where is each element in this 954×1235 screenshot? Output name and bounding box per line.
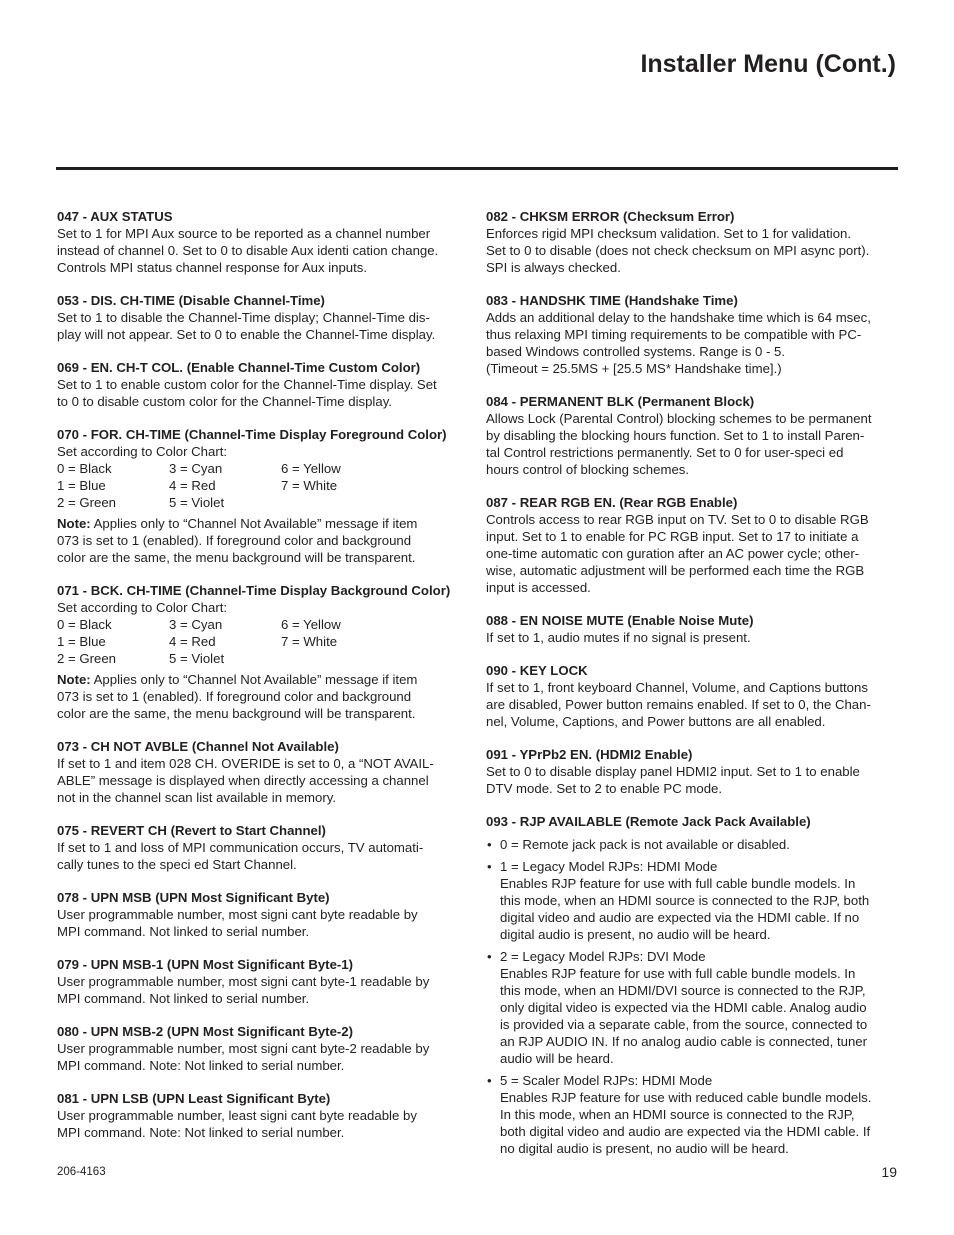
menu-entry xyxy=(57,956,472,1007)
entry-body xyxy=(486,836,901,1157)
note-line xyxy=(57,515,472,532)
entry-line: (Timeout = 25.5MS + [25.5 MS* Handshake time].) xyxy=(486,361,782,376)
note-line xyxy=(57,705,472,722)
menu-entry xyxy=(486,494,901,596)
color-chart-cell: 7 = White xyxy=(281,634,338,649)
color-chart-cell: 6 = Yellow xyxy=(281,617,341,632)
menu-entry xyxy=(57,822,472,873)
entry-line: not in the channel scan list available in memory. xyxy=(57,790,337,805)
entry-title: 082 - CHKSM ERROR (Checksum Error) xyxy=(486,209,735,224)
menu-entry xyxy=(57,582,472,722)
entry-title: 073 - CH NOT AVBLE (Channel Not Available) xyxy=(57,739,339,754)
menu-entry xyxy=(486,662,901,730)
entry-title: 083 - HANDSHK TIME (Handshake Time) xyxy=(486,293,738,308)
color-chart-row xyxy=(57,633,472,650)
menu-entry xyxy=(57,292,472,343)
entry-title: 069 - EN. CH-T COL. (Enable Channel-Time Custom Color) xyxy=(57,360,421,375)
entry-line: based Windows controlled systems. Range is 0 - 5. xyxy=(486,344,786,359)
entry-title: 091 - YPrPb2 EN. (HDMI2 Enable) xyxy=(486,747,693,762)
entry-line: to 0 to disable custom color for the Channel-Time display. xyxy=(57,394,392,409)
entry-line: one-time automatic con guration after an AC power cycle; other- xyxy=(486,546,860,561)
entry-line: If set to 1 and item 028 CH. OVERIDE is set to 0, a “NOT AVAIL- xyxy=(57,756,434,771)
entry-title: 087 - REAR RGB EN. (Rear RGB Enable) xyxy=(486,495,738,510)
entry-line: Set according to Color Chart: xyxy=(57,600,228,615)
bullet-line: In this mode, when an HDMI source is connected to the RJP, xyxy=(500,1107,855,1122)
entry-line: ABLE” message is displayed when directly accessing a channel xyxy=(57,773,429,788)
entry-line: Controls access to rear RGB input on TV. Set to 0 to disable RGB xyxy=(486,512,869,527)
entry-line: instead of channel 0. Set to 0 to disable Aux identi cation change. xyxy=(57,243,439,258)
color-chart xyxy=(57,460,472,511)
entry-line: User programmable number, most signi cant byte-1 readable by xyxy=(57,974,430,989)
menu-entry xyxy=(57,426,472,566)
note-label: Note: xyxy=(57,672,91,687)
color-chart-cell: 4 = Red xyxy=(169,634,216,649)
bullet-list xyxy=(486,836,901,1157)
entry-line: User programmable number, most signi cant byte-2 readable by xyxy=(57,1041,430,1056)
menu-entry xyxy=(57,359,472,410)
color-chart-cell xyxy=(281,494,393,511)
menu-entry xyxy=(486,393,901,478)
bullet-line: this mode, when an HDMI/DVI source is connected to the RJP, xyxy=(500,983,866,998)
note-text: 073 is set to 1 (enabled). If foreground color and background xyxy=(57,689,412,704)
bullet-line: digital audio is present, no audio will be heard. xyxy=(500,927,771,942)
entry-body xyxy=(57,906,472,940)
entry-body xyxy=(57,599,472,722)
color-chart-cell: 0 = Black xyxy=(57,617,112,632)
entry-body xyxy=(486,629,901,646)
menu-entry xyxy=(486,813,901,1157)
color-chart-cell: 5 = Violet xyxy=(169,495,225,510)
entry-line: tal Control restrictions permanently. Set to 0 for user-speci ed xyxy=(486,445,844,460)
bullet-line: Enables RJP feature for use with full cable bundle models. In xyxy=(500,876,856,891)
menu-entry xyxy=(486,612,901,646)
entry-title: 084 - PERMANENT BLK (Permanent Block) xyxy=(486,394,755,409)
color-chart-cell: 4 = Red xyxy=(169,478,216,493)
entry-line: Allows Lock (Parental Control) blocking schemes to be permanent xyxy=(486,411,872,426)
entry-line: are disabled, Power button remains enabled. If set to 0, the Chan- xyxy=(486,697,871,712)
color-chart-cell: 2 = Green xyxy=(57,495,117,510)
color-chart-cell: 1 = Blue xyxy=(57,634,106,649)
entry-title: 080 - UPN MSB-2 (UPN Most Significant Byte-2) xyxy=(57,1024,354,1039)
color-chart-cell: 5 = Violet xyxy=(169,651,225,666)
color-chart-row xyxy=(57,650,472,667)
bullet-line: is provided via a separate cable, from the source, connected to xyxy=(500,1017,868,1032)
entry-line: nel, Volume, Captions, and Power buttons are all enabled. xyxy=(486,714,826,729)
entry-line: cally tunes to the speci ed Start Channel. xyxy=(57,857,297,872)
menu-entry xyxy=(57,208,472,276)
bullet-line: this mode, when an HDMI source is connected to the RJP, both xyxy=(500,893,870,908)
entry-line: If set to 1, audio mutes if no signal is present. xyxy=(486,630,751,645)
note-line xyxy=(57,549,472,566)
bullet-icon: • xyxy=(487,949,492,964)
left-column xyxy=(57,208,472,1157)
entry-body xyxy=(57,443,472,566)
entry-line: MPI command. Note: Not linked to serial number. xyxy=(57,1125,345,1140)
header-divider xyxy=(56,167,898,170)
entry-line: Set to 1 to enable custom color for the Channel-Time display. Set xyxy=(57,377,437,392)
entry-line: Set to 1 for MPI Aux source to be reported as a channel number xyxy=(57,226,431,241)
page-title: Installer Menu (Cont.) xyxy=(640,50,896,78)
entry-body xyxy=(57,755,472,806)
entry-note xyxy=(57,515,472,566)
note-text: Applies only to “Channel Not Available” message if item xyxy=(90,516,418,531)
bullet-line: no digital audio is present, no audio will be heard. xyxy=(500,1141,789,1156)
entry-body xyxy=(57,1040,472,1074)
entry-line: If set to 1 and loss of MPI communication occurs, TV automati- xyxy=(57,840,424,855)
page-number: 19 xyxy=(881,1164,897,1180)
bullet-icon: • xyxy=(487,1073,492,1088)
note-label: Note: xyxy=(57,516,91,531)
entry-title: 053 - DIS. CH-TIME (Disable Channel-Time) xyxy=(57,293,325,308)
document-number: 206-4163 xyxy=(57,1166,106,1178)
entry-line: input. Set to 1 to enable for PC RGB input. Set to 17 to initiate a xyxy=(486,529,859,544)
color-chart-row xyxy=(57,460,472,477)
bullet-line: 5 = Scaler Model RJPs: HDMI Mode xyxy=(500,1073,713,1088)
bullet-item xyxy=(486,858,901,943)
color-chart xyxy=(57,616,472,667)
entry-line: If set to 1, front keyboard Channel, Volume, and Captions buttons xyxy=(486,680,868,695)
menu-entry xyxy=(57,1023,472,1074)
color-chart-cell xyxy=(281,650,393,667)
entry-body xyxy=(57,839,472,873)
entry-line: Enforces rigid MPI checksum validation. Set to 1 for validation. xyxy=(486,226,852,241)
color-chart-cell: 2 = Green xyxy=(57,651,117,666)
entry-body xyxy=(486,679,901,730)
bullet-icon: • xyxy=(487,837,492,852)
entry-title: 047 - AUX STATUS xyxy=(57,209,173,224)
bullet-line: Enables RJP feature for use with reduced cable bundle models. xyxy=(500,1090,872,1105)
entry-body xyxy=(486,763,901,797)
entry-line: User programmable number, most signi cant byte readable by xyxy=(57,907,418,922)
menu-entry xyxy=(486,208,901,276)
entry-line: Set to 0 to disable (does not check checksum on MPI async port). xyxy=(486,243,870,258)
menu-entry xyxy=(486,746,901,797)
entry-title: 078 - UPN MSB (UPN Most Significant Byte) xyxy=(57,890,330,905)
bullet-line: both digital video and audio are expected via the HDMI cable. If xyxy=(500,1124,871,1139)
bullet-line: Enables RJP feature for use with full cable bundle models. In xyxy=(500,966,856,981)
entry-title: 081 - UPN LSB (UPN Least Significant Byte) xyxy=(57,1091,331,1106)
bullet-line: digital video and audio are expected via the HDMI cable. If no xyxy=(500,910,860,925)
note-line xyxy=(57,688,472,705)
entry-title: 070 - FOR. CH-TIME (Channel-Time Display Foreground Color) xyxy=(57,427,447,442)
bullet-item xyxy=(486,836,901,853)
bullet-line: an RJP AUDIO IN. If no analog audio cable is connected, tuner xyxy=(500,1034,868,1049)
color-chart-cell: 0 = Black xyxy=(57,461,112,476)
menu-entry xyxy=(57,738,472,806)
bullet-line: only digital video is expected via the HDMI cable. Analog audio xyxy=(500,1000,867,1015)
entry-body xyxy=(486,225,901,276)
color-chart-cell: 1 = Blue xyxy=(57,478,106,493)
entry-body xyxy=(57,225,472,276)
note-line xyxy=(57,671,472,688)
entry-title: 075 - REVERT CH (Revert to Start Channel) xyxy=(57,823,326,838)
entry-title: 093 - RJP AVAILABLE (Remote Jack Pack Available) xyxy=(486,814,811,829)
bullet-line: 0 = Remote jack pack is not available or disabled. xyxy=(500,837,790,852)
entry-body xyxy=(486,410,901,478)
entry-line: thus relaxing MPI timing requirements to be compatible with PC- xyxy=(486,327,862,342)
note-text: Applies only to “Channel Not Available” message if item xyxy=(90,672,418,687)
entry-body xyxy=(57,973,472,1007)
bullet-line: audio will be heard. xyxy=(500,1051,614,1066)
entry-line: SPI is always checked. xyxy=(486,260,621,275)
entry-line: DTV mode. Set to 2 to enable PC mode. xyxy=(486,781,723,796)
entry-body xyxy=(57,376,472,410)
entry-line: MPI command. Note: Not linked to serial number. xyxy=(57,1058,345,1073)
entry-line: Set according to Color Chart: xyxy=(57,444,228,459)
menu-entry xyxy=(57,889,472,940)
note-text: color are the same, the menu background will be transparent. xyxy=(57,550,416,565)
color-chart-cell: 3 = Cyan xyxy=(169,617,223,632)
color-chart-cell: 7 = White xyxy=(281,478,338,493)
note-text: color are the same, the menu background will be transparent. xyxy=(57,706,416,721)
entry-body xyxy=(486,309,901,377)
color-chart-row xyxy=(57,477,472,494)
entry-title: 088 - EN NOISE MUTE (Enable Noise Mute) xyxy=(486,613,754,628)
note-text: 073 is set to 1 (enabled). If foreground color and background xyxy=(57,533,412,548)
color-chart-cell: 3 = Cyan xyxy=(169,461,223,476)
entry-line: MPI command. Not linked to serial number. xyxy=(57,924,310,939)
entry-line: Set to 0 to disable display panel HDMI2 input. Set to 1 to enable xyxy=(486,764,860,779)
note-line xyxy=(57,532,472,549)
bullet-icon: • xyxy=(487,859,492,874)
color-chart-cell: 6 = Yellow xyxy=(281,461,341,476)
color-chart-row xyxy=(57,616,472,633)
menu-entry xyxy=(57,1090,472,1141)
right-column xyxy=(486,208,901,1173)
bullet-line: 1 = Legacy Model RJPs: HDMI Mode xyxy=(500,859,718,874)
bullet-item xyxy=(486,1072,901,1157)
entry-body xyxy=(57,309,472,343)
entry-note xyxy=(57,671,472,722)
entry-line: Adds an additional delay to the handshake time which is 64 msec, xyxy=(486,310,871,325)
entry-title: 071 - BCK. CH-TIME (Channel-Time Display Background Color) xyxy=(57,583,451,598)
entry-body xyxy=(486,511,901,596)
entry-body xyxy=(57,1107,472,1141)
color-chart-row xyxy=(57,494,472,511)
bullet-line: 2 = Legacy Model RJPs: DVI Mode xyxy=(500,949,706,964)
entry-line: play will not appear. Set to 0 to enable the Channel-Time display. xyxy=(57,327,436,342)
entry-line: Set to 1 to disable the Channel-Time display; Channel-Time dis- xyxy=(57,310,430,325)
entry-line: wise, automatic adjustment will be performed each time the RGB xyxy=(486,563,865,578)
entry-line: User programmable number, least signi cant byte readable by xyxy=(57,1108,417,1123)
entry-line: Controls MPI status channel response for Aux inputs. xyxy=(57,260,368,275)
entry-title: 079 - UPN MSB-1 (UPN Most Significant Byte-1) xyxy=(57,957,354,972)
bullet-item xyxy=(486,948,901,1067)
entry-line: input is accessed. xyxy=(486,580,591,595)
entry-title: 090 - KEY LOCK xyxy=(486,663,588,678)
entry-line: MPI command. Not linked to serial number. xyxy=(57,991,310,1006)
entry-line: hours control of blocking schemes. xyxy=(486,462,690,477)
entry-line: by disabling the blocking hours function. Set to 1 to install Paren- xyxy=(486,428,865,443)
menu-entry xyxy=(486,292,901,377)
